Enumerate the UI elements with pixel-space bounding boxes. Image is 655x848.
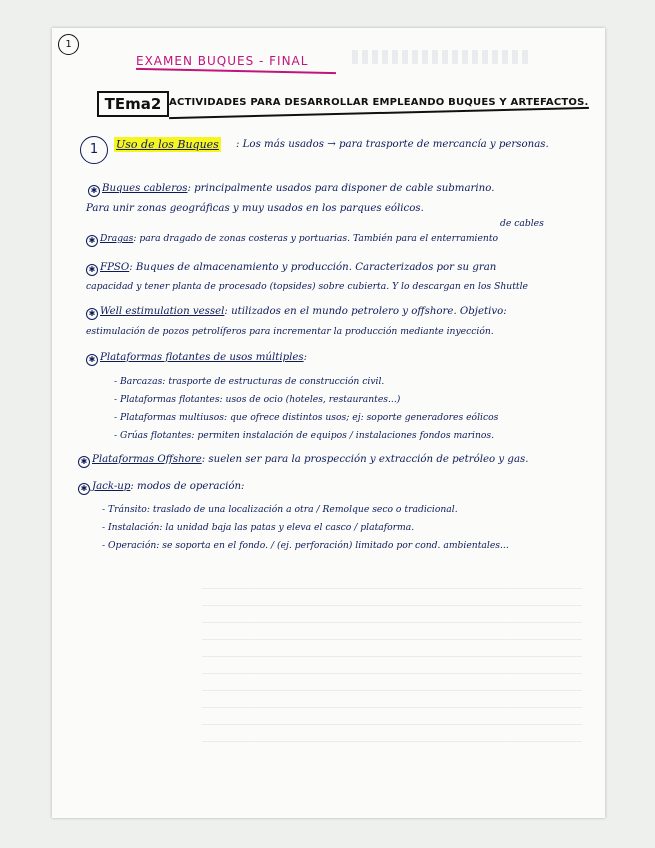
asterisk-bullet-icon: ✱	[78, 456, 90, 468]
page-number: 1	[58, 34, 79, 55]
item-term: Plataformas Offshore	[92, 454, 202, 465]
asterisk-bullet-icon: ✱	[86, 264, 98, 276]
title-underline	[136, 68, 336, 74]
item-cableros-line2: Para unir zonas geográficas y muy usados en los parques eólicos.	[86, 203, 424, 214]
item-fpso	[100, 262, 496, 273]
item-text: : principalmente usados para disponer de cable submarino.	[187, 183, 495, 194]
bleed-through-texture	[352, 50, 532, 64]
section-intro: : Los más usados → para trasporte de mercancía y personas.	[236, 139, 549, 150]
item-term: Buques cableros	[102, 183, 188, 194]
item-term: Plataformas flotantes de usos múltiples	[100, 352, 304, 363]
item-text: :	[303, 352, 308, 363]
item-text: : para dragado de zonas costeras y portuarias. También para el enterramiento	[133, 233, 499, 244]
asterisk-bullet-icon: ✱	[86, 235, 98, 247]
item-offshore	[92, 454, 529, 465]
item-term: Dragas	[100, 233, 134, 244]
asterisk-bullet-icon: ✱	[78, 483, 90, 495]
tema-heading-underline	[169, 107, 589, 119]
asterisk-bullet-icon: ✱	[88, 185, 100, 197]
sub-item: - Operación: se soporta en el fondo. / (ej. perforación) limitado por cond. ambientales...	[102, 540, 509, 551]
exam-title: EXAMEN BUQUES - FINAL	[136, 54, 309, 68]
item-term: Well estimulation vessel	[100, 306, 225, 317]
section-number: 1	[80, 136, 108, 164]
section-title: Uso de los Buques	[116, 138, 219, 151]
bleed-through-texture	[202, 588, 582, 758]
tema-heading: ACTIVIDADES PARA DESARROLLAR EMPLEANDO BUQUES Y ARTEFACTOS.	[169, 97, 589, 108]
item-text: : suelen ser para la prospección y extracción de petróleo y gas.	[201, 454, 529, 465]
item-text: : Buques de almacenamiento y producción. Caracterizados por su gran	[129, 262, 497, 273]
sub-item: - Instalación: la unidad baja las patas y eleva el casco / plataforma.	[102, 522, 415, 533]
item-term: FPSO	[100, 262, 130, 273]
sub-item: - Plataformas multiusos: que ofrece distintos usos; ej: soporte generadores eólicos	[114, 412, 499, 423]
item-plataformas	[100, 352, 307, 363]
sub-item: - Tránsito: traslado de una localización a otra / Remolque seco o tradicional.	[102, 504, 458, 515]
item-dragas-note: de cables	[500, 218, 544, 229]
item-well-line2: estimulación de pozos petrolíferos para incrementar la producción mediante inyección.	[86, 326, 494, 337]
item-text: : modos de operación:	[130, 481, 245, 492]
notebook-page	[52, 28, 605, 818]
sub-item: - Grúas flotantes: permiten instalación de equipos / instalaciones fondos marinos.	[114, 430, 495, 441]
sub-item: - Plataformas flotantes: usos de ocio (hoteles, restaurantes...)	[114, 394, 401, 405]
item-text: : utilizados en el mundo petrolero y offshore. Objetivo:	[224, 306, 507, 317]
item-well	[100, 306, 507, 317]
sub-item: - Barcazas: trasporte de estructuras de construcción civil.	[114, 376, 385, 387]
item-cableros	[102, 183, 494, 194]
item-fpso-line2: capacidad y tener planta de procesado (topsides) sobre cubierta. Y lo descargan en los Shuttle	[86, 281, 528, 292]
item-term: Jack-up	[92, 481, 131, 492]
item-dragas	[100, 233, 498, 244]
tema-label: TEma2	[97, 91, 169, 117]
asterisk-bullet-icon: ✱	[86, 308, 98, 320]
item-jackup	[92, 481, 244, 492]
asterisk-bullet-icon: ✱	[86, 354, 98, 366]
